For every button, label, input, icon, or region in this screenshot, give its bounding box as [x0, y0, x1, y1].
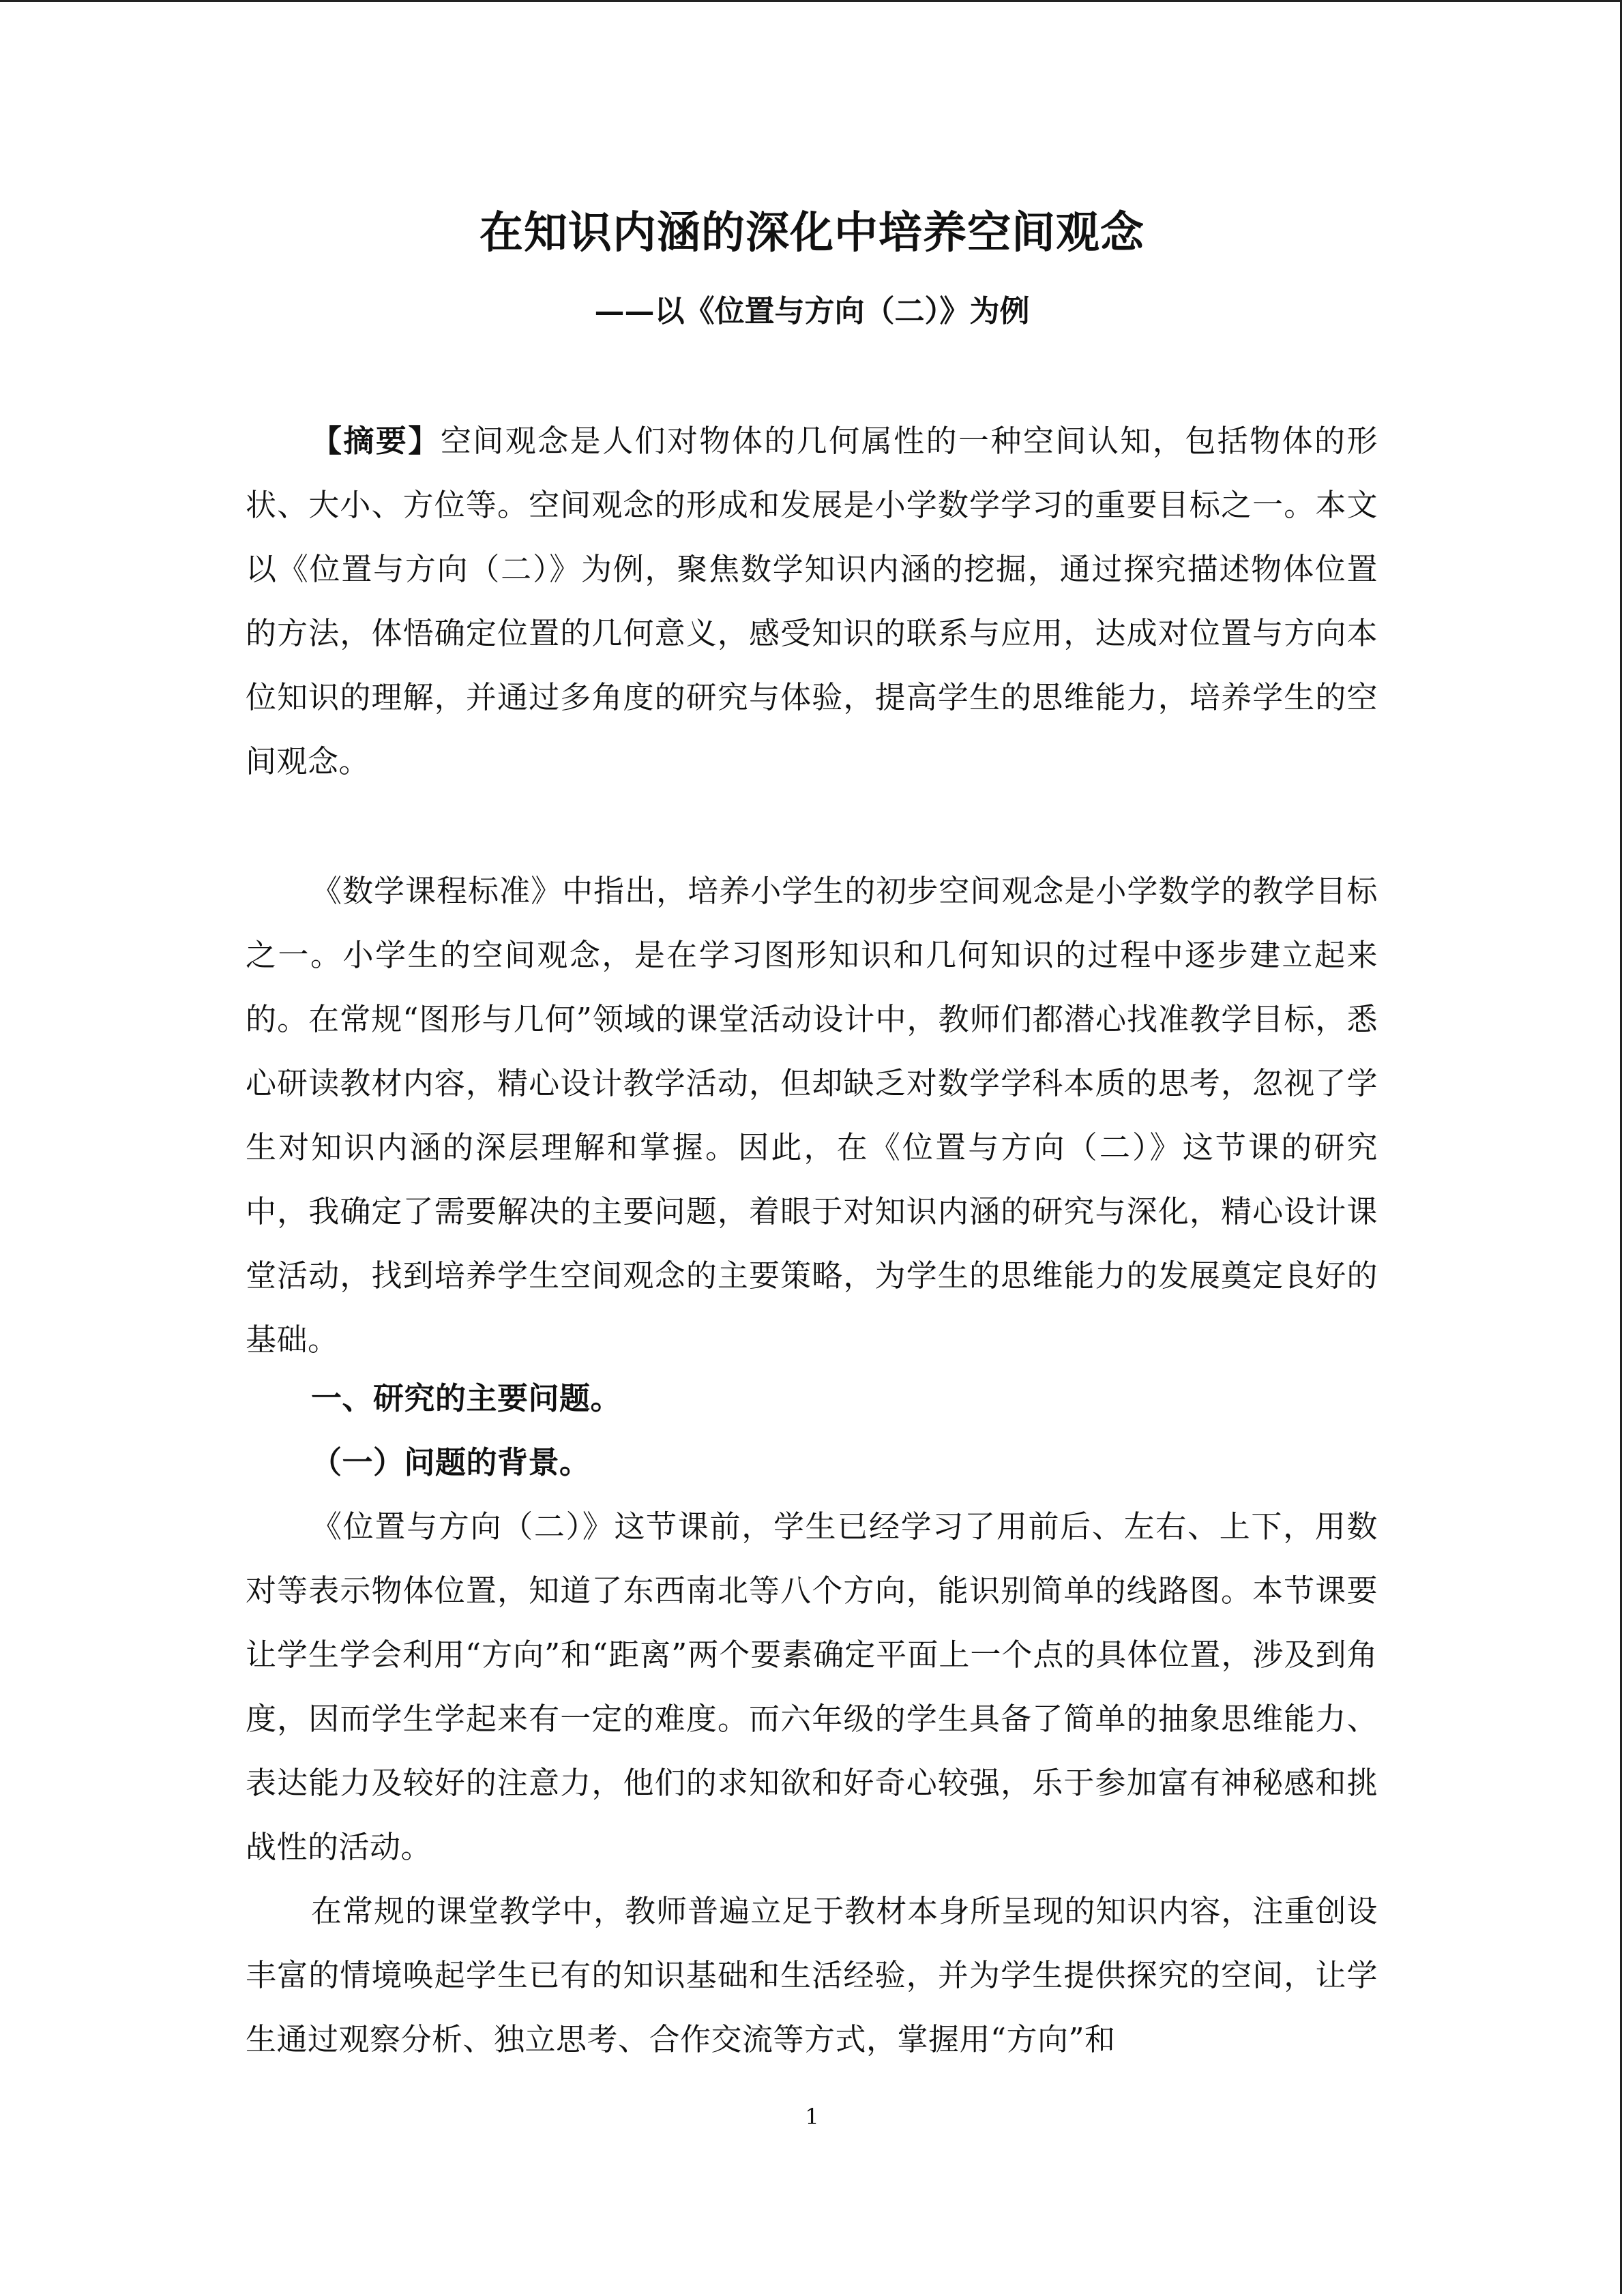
document-title: 在知识内涵的深化中培养空间观念	[479, 207, 1145, 258]
abstract-paragraph	[246, 409, 1378, 794]
document-subtitle: ——以《位置与方向（二）》为例	[594, 294, 1030, 329]
abstract-label: 【摘要】	[311, 423, 441, 459]
body-paragraph-1: 《数学课程标准》中指出，培养小学生的初步空间观念是小学数学的教学目标之一。小学生的空间观念，是在学习图形知识和几何知识的过程中逐步建立起来的。在常规“图形与几何”领域的课堂活动设计中，教师们都潜心找准教学目标，悉心研读教材内容，精心设计教学活动，但却缺乏对数学学科本质的思考，忽视了学生对知识内涵的深层理解和掌握。因此，在《位置与方向（二）》这节课的研究中，我确定了需要解决的主要问题，着眼于对知识内涵的研究与深化，精心设计课堂活动，找到培养学生空间观念的主要策略，为学生的思维能力的发展奠定良好的基础。	[246, 873, 1378, 1358]
body-paragraph-2: 《位置与方向（二）》这节课前，学生已经学习了用前后、左右、上下，用数对等表示物体位置，知道了东西南北等八个方向，能识别简单的线路图。本节课要让学生学会利用“方向”和“距离”两个要素确定平面上一个点的具体位置，涉及到角度，因而学生学起来有一定的难度。而六年级的学生具备了简单的抽象思维能力、表达能力及较好的注意力，他们的求知欲和好奇心较强，乐于参加富有神秘感和挑战性的活动。	[246, 1508, 1378, 1865]
section-heading-2: （一）问题的背景。	[311, 1444, 591, 1480]
page-number: 1	[805, 2104, 819, 2130]
abstract-text: 空间观念是人们对物体的几何属性的一种空间认知，包括物体的形状、大小、方位等。空间观念的形成和发展是小学数学学习的重要目标之一。本文以《位置与方向（二）》为例，聚焦数学知识内涵的挖掘，通过探究描述物体位置的方法，体悟确定位置的几何意义，感受知识的联系与应用，达成对位置与方向本位知识的理解，并通过多角度的研究与体验，提高学生的思维能力，培养学生的空间观念。	[246, 423, 1378, 779]
section-heading-1: 一、研究的主要问题。	[311, 1380, 622, 1416]
body-paragraph-3: 在常规的课堂教学中，教师普遍立足于教材本身所呈现的知识内容，注重创设丰富的情境唤起学生已有的知识基础和生活经验，并为学生提供探究的空间，让学生通过观察分析、独立思考、合作交流等方式，掌握用“方向”和	[246, 1893, 1378, 2057]
